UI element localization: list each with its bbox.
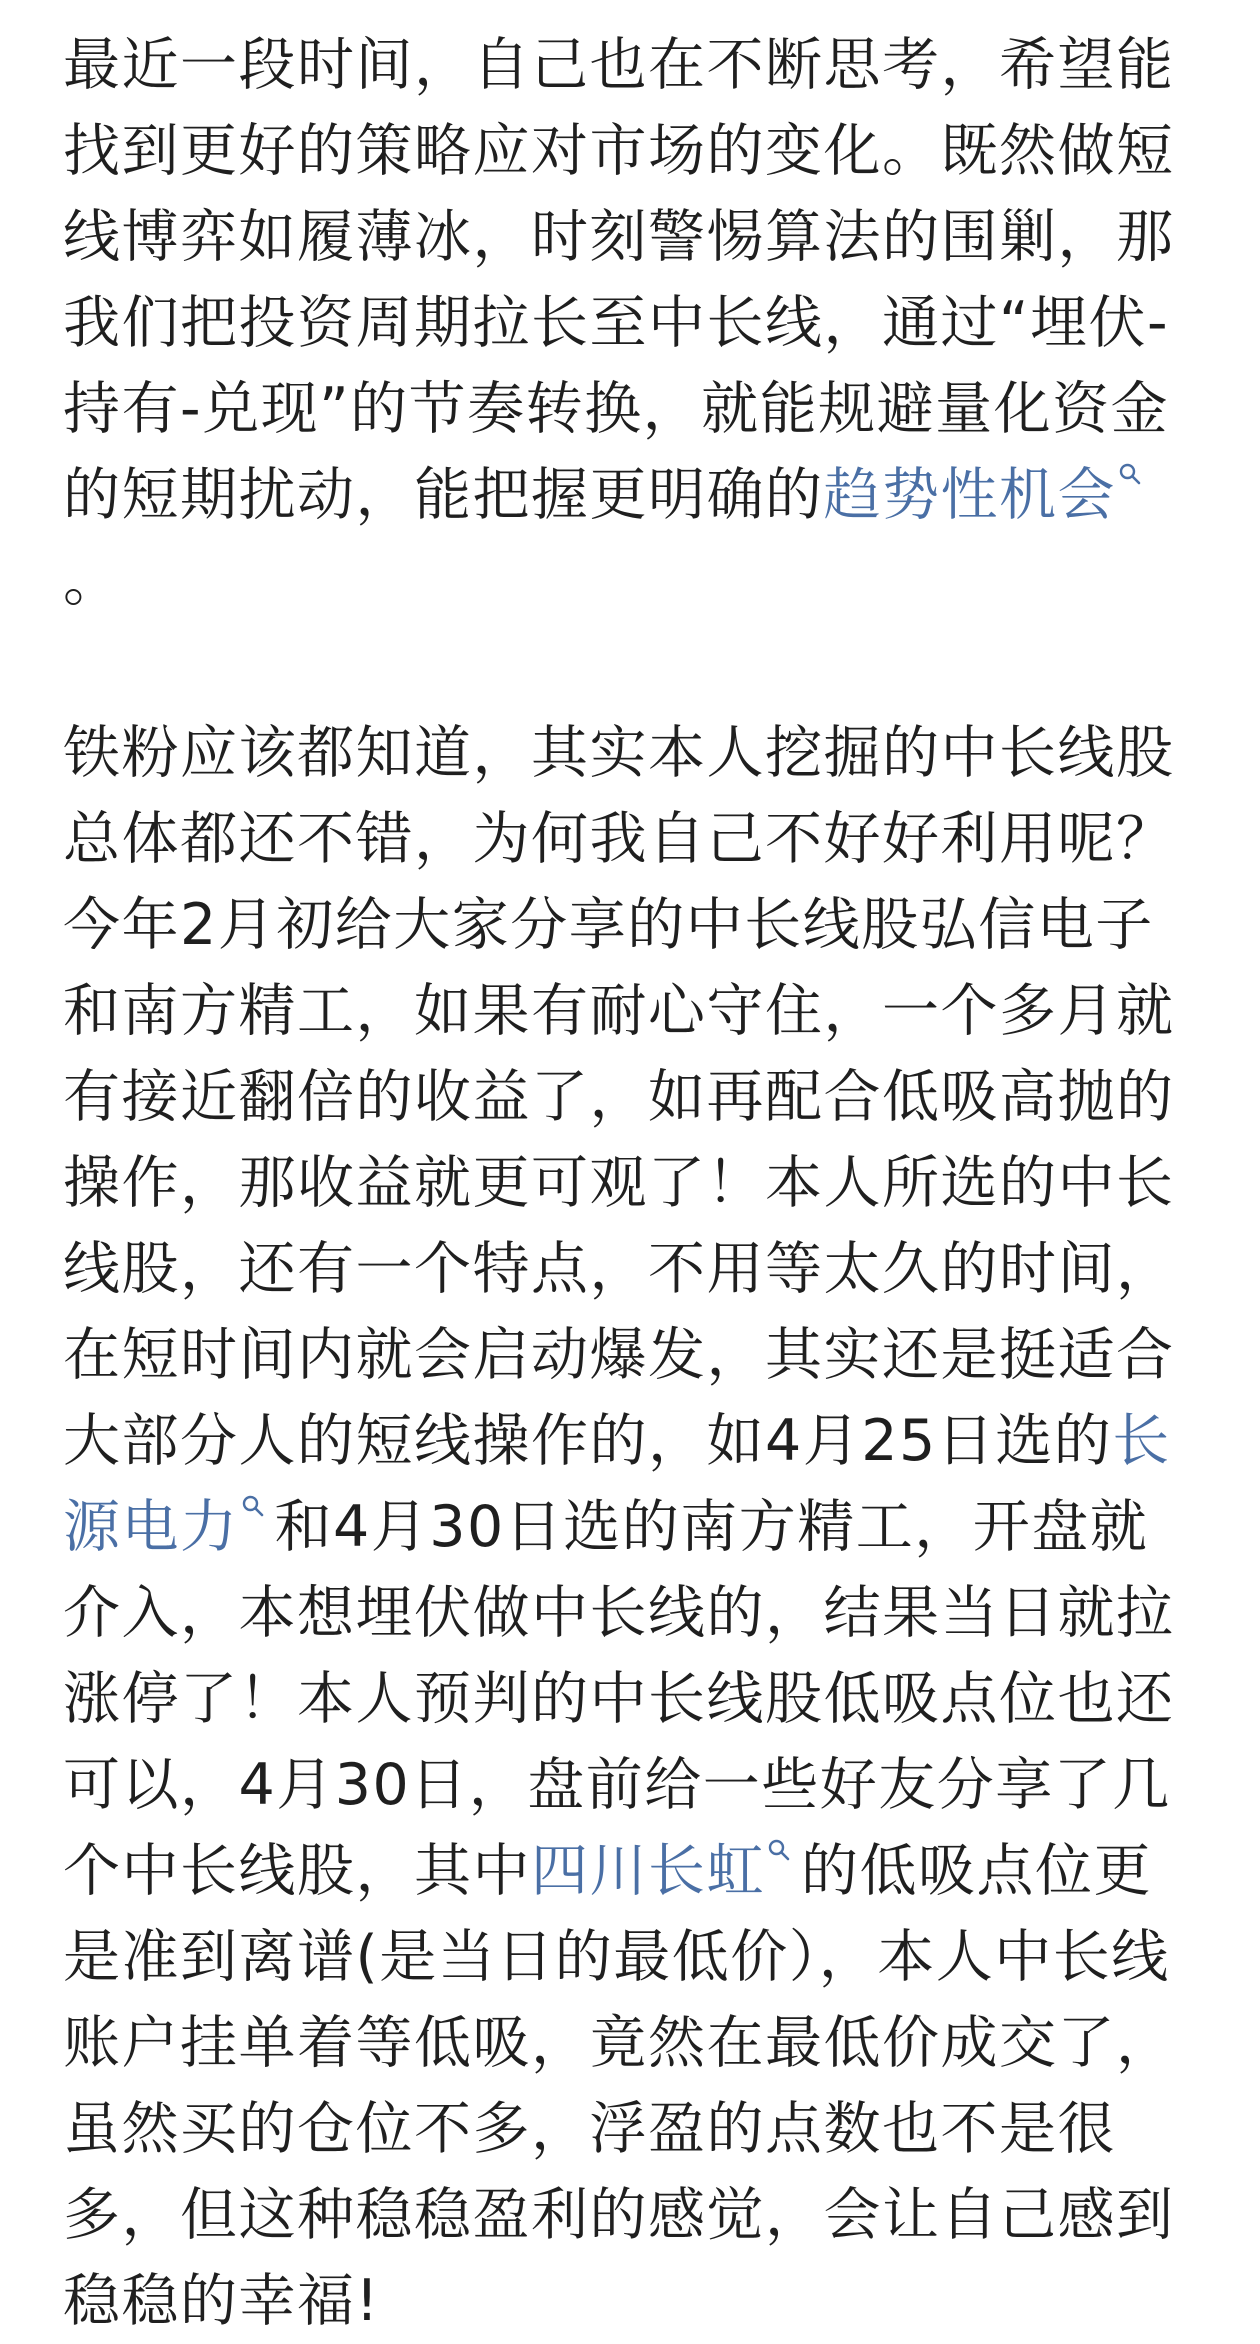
stock-link-sichuan-changhong[interactable]: 四川长虹 — [531, 1838, 765, 1904]
search-icon[interactable] — [239, 1484, 265, 1524]
paragraph-text: 的低吸点位更是准到离谱(是当日的最低价），本人中长线账户挂单着等低吸，竟然在最低价成交了，虽然买的仓位不多，浮盈的点数也不是很多，但这种稳稳盈利的感觉，会让自己感到稳稳的幸福! — [63, 1838, 1175, 2334]
article-body — [63, 22, 1203, 2344]
search-icon[interactable] — [1116, 452, 1142, 492]
stock-link-changyuan-power[interactable]: 长源电力 — [63, 1408, 1171, 1560]
paragraph-text: 和4月30日选的南方精工，开盘就介入，本想埋伏做中长线的，结果当日就拉涨停了！本人预判的中长线股低吸点位也还可以，4月30日，盘前给一些好友分享了几个中长线股，其中 — [63, 1494, 1175, 1904]
paragraph-1 — [63, 22, 1203, 624]
paragraph-text: 铁粉应该都知道，其实本人挖掘的中长线股总体都还不错，为何我自己不好好利用呢？今年2月初给大家分享的中长线股弘信电子和南方精工，如果有耐心守住，一个多月就有接近翻倍的收益了，如再配合低吸高抛的操作，那收益就更可观了！本人所选的中长线股，还有一个特点，不用等太久的时间，在短时间内就会启动爆发，其实还是挺适合大部分人的短线操作的，如4月25日选的 — [63, 720, 1175, 1474]
paragraph-text: 。 — [63, 548, 122, 614]
paragraph-2 — [63, 710, 1203, 2344]
paragraph-text: 最近一段时间，自己也在不断思考，希望能找到更好的策略应对市场的变化。既然做短线博弈如履薄冰，时刻警惕算法的围剿，那我们把投资周期拉长至中长线，通过“埋伏-持有-兑现”的节奏转换，就能规避量化资金的短期扰动，能把握更明确的 — [63, 32, 1175, 528]
topic-link-trend-opportunity[interactable]: 趋势性机会 — [823, 462, 1116, 528]
search-icon[interactable] — [765, 1828, 791, 1868]
